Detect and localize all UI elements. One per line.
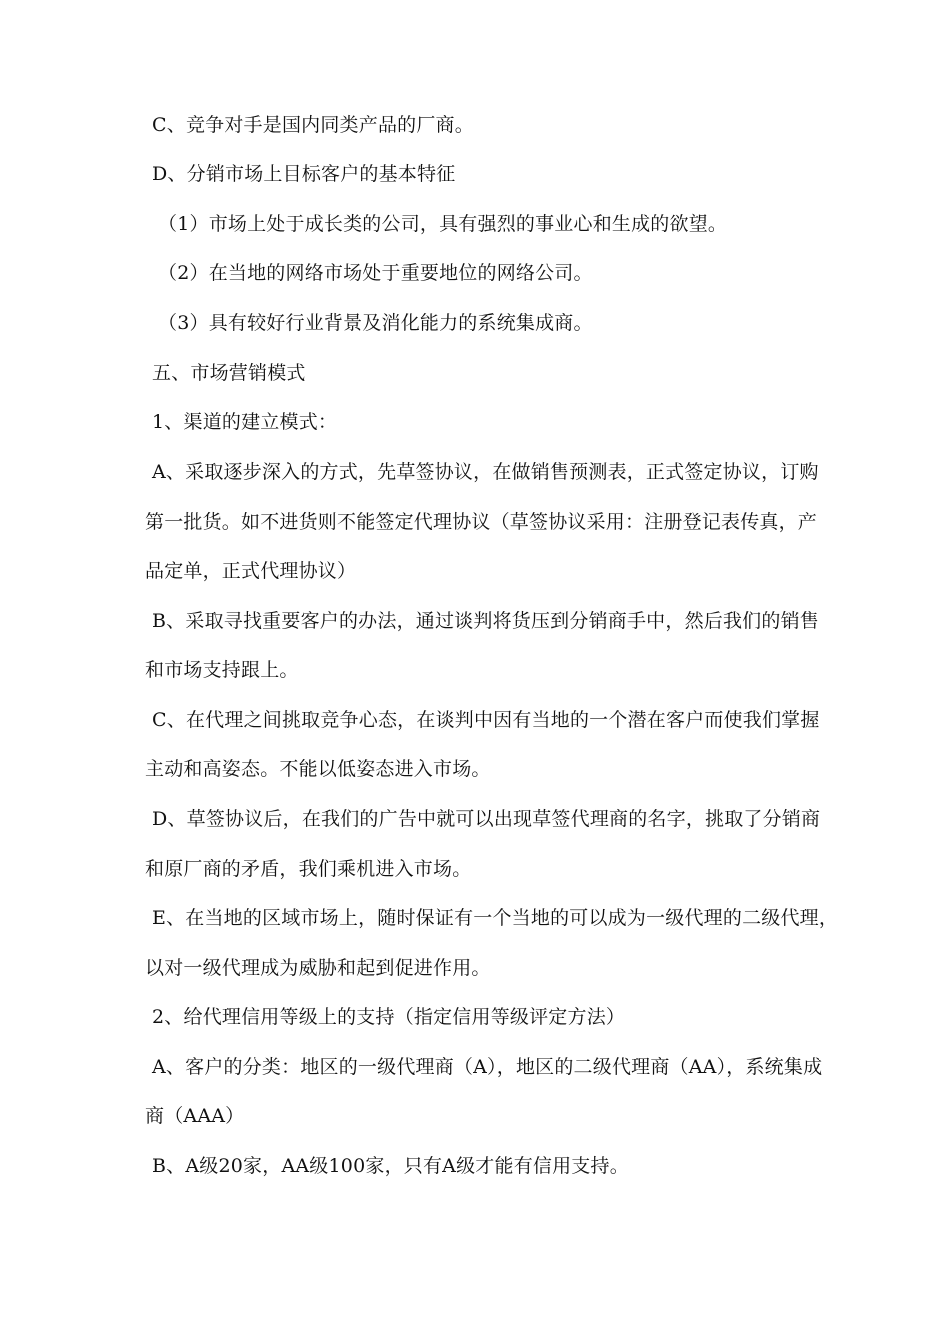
text-line: C、竞争对手是国内同类产品的厂商。 [152, 114, 474, 136]
text-line: C、在代理之间挑取竞争心态，在谈判中因有当地的一个潜在客户而使我们掌握 [152, 709, 820, 731]
text-line: （2）在当地的网络市场处于重要地位的网络公司。 [158, 262, 593, 284]
text-line: A、采取逐步深入的方式，先草签协议，在做销售预测表，正式签定协议，订购 [152, 461, 819, 483]
text-line: E、在当地的区域市场上，随时保证有一个当地的可以成为一级代理的二级代理， [152, 907, 839, 929]
text-line: 第一批货。如不进货则不能签定代理协议（草签协议采用：注册登记表传真，产 [145, 511, 818, 533]
text-line: D、分销市场上目标客户的基本特征 [152, 163, 456, 185]
text-line: B、采取寻找重要客户的办法，通过谈判将货压到分销商手中，然后我们的销售 [152, 610, 819, 632]
section-heading: 五、市场营销模式 [152, 362, 306, 384]
text-line: D、草签协议后，在我们的广告中就可以出现草签代理商的名字，挑取了分销商 [152, 808, 821, 830]
text-line: 商（AAA） [145, 1105, 245, 1127]
text-line: B、A级20家，AA级100家，只有A级才能有信用支持。 [152, 1155, 629, 1177]
text-line: 品定单，正式代理协议） [145, 560, 357, 582]
text-line: （1）市场上处于成长类的公司，具有强烈的事业心和生成的欲望。 [158, 213, 728, 235]
text-line: 以对一级代理成为威胁和起到促进作用。 [145, 957, 491, 979]
text-line: A、客户的分类：地区的一级代理商（A），地区的二级代理商（AA），系统集成 [152, 1056, 823, 1078]
text-line: 和原厂商的矛盾，我们乘机进入市场。 [145, 858, 472, 880]
text-line: 和市场支持跟上。 [145, 659, 299, 681]
subsection-heading: 2、给代理信用等级上的支持（指定信用等级评定方法） [152, 1006, 626, 1028]
text-line: （3）具有较好行业背景及消化能力的系统集成商。 [158, 312, 593, 334]
subsection-heading: 1、渠道的建立模式： [152, 411, 338, 433]
text-line: 主动和高姿态。不能以低姿态进入市场。 [145, 758, 491, 780]
